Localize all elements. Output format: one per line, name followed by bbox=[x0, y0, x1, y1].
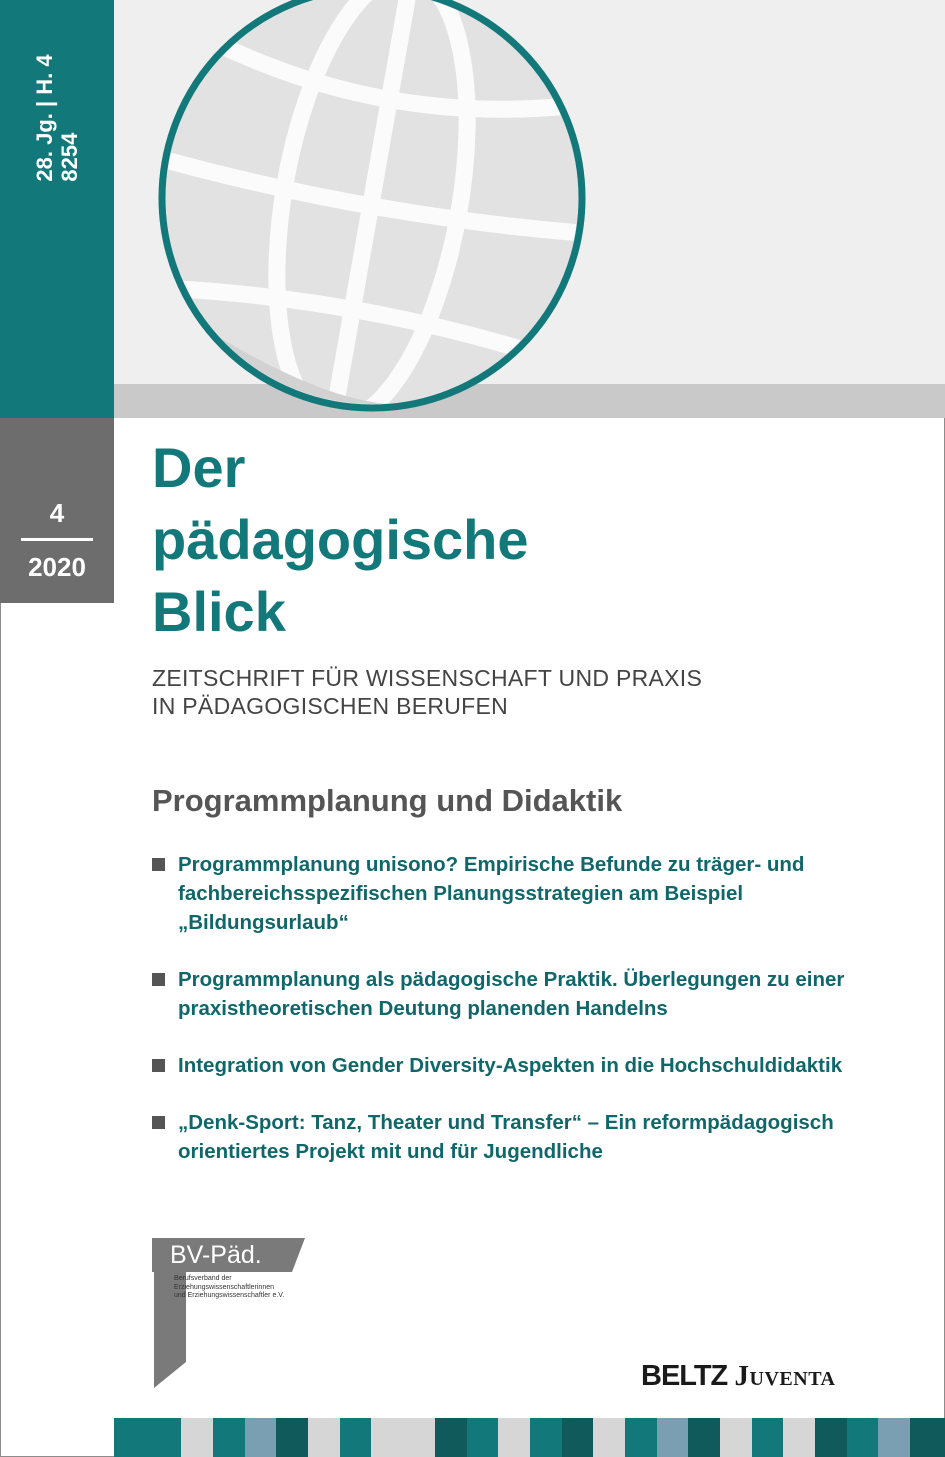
association-name: BV-Päd. bbox=[170, 1241, 262, 1269]
color-strip bbox=[114, 1418, 945, 1457]
article-list bbox=[152, 850, 892, 1166]
strip-block bbox=[657, 1418, 689, 1457]
strip-block bbox=[688, 1418, 720, 1457]
title-line-3: Blick bbox=[152, 580, 286, 643]
strip-block bbox=[435, 1418, 467, 1457]
strip-block bbox=[783, 1418, 815, 1457]
issue-year: 2020 bbox=[28, 552, 86, 582]
strip-block bbox=[625, 1418, 657, 1457]
article-title: Programmplanung unisono? Empirische Befunde zu träger- und fachbereichsspezifischen Planungsstrategien am Beispiel „Bildungsurlaub“ bbox=[178, 853, 805, 934]
square-bullet-icon bbox=[152, 1116, 165, 1129]
square-bullet-icon bbox=[152, 1059, 165, 1072]
article-title: Integration von Gender Diversity-Aspekten in die Hochschuldidaktik bbox=[178, 1054, 843, 1077]
strip-block bbox=[181, 1418, 213, 1457]
strip-block bbox=[371, 1418, 403, 1457]
strip-block bbox=[403, 1418, 435, 1457]
strip-block bbox=[498, 1418, 530, 1457]
strip-block bbox=[213, 1418, 245, 1457]
association-desc-line: Erziehungswissenschaftlerinnen bbox=[174, 1283, 274, 1291]
subtitle-line-1: ZEITSCHRIFT FÜR WISSENSCHAFT UND PRAXIS bbox=[152, 665, 703, 691]
strip-block bbox=[276, 1418, 308, 1457]
globe-icon bbox=[150, 0, 600, 420]
strip-block bbox=[114, 1418, 181, 1457]
association-desc-line: und Erziehungswissenschaftler e.V. bbox=[174, 1292, 285, 1299]
publisher-part-2: Juventa bbox=[734, 1360, 836, 1392]
strip-block bbox=[245, 1418, 277, 1457]
title-line-2: pädagogische bbox=[152, 508, 529, 571]
journal-subtitle bbox=[152, 664, 702, 720]
square-bullet-icon bbox=[152, 973, 165, 986]
issue-box bbox=[0, 418, 114, 603]
issn: 8254 bbox=[57, 132, 82, 182]
issue-divider bbox=[21, 538, 93, 541]
association-description bbox=[174, 1275, 334, 1301]
article-item bbox=[152, 1051, 892, 1080]
strip-block bbox=[593, 1418, 625, 1457]
volume-issue: 28. Jg. | H. 4 bbox=[32, 54, 57, 182]
strip-block bbox=[910, 1418, 945, 1457]
subtitle-line-2: IN PÄDAGOGISCHEN BERUFEN bbox=[152, 693, 509, 719]
spine-panel bbox=[0, 0, 114, 418]
strip-block bbox=[878, 1418, 910, 1457]
strip-block bbox=[752, 1418, 784, 1457]
square-bullet-icon bbox=[152, 858, 165, 871]
strip-block bbox=[815, 1418, 847, 1457]
journal-title bbox=[152, 432, 529, 648]
issue-number: 4 bbox=[49, 498, 65, 528]
strip-block bbox=[720, 1418, 752, 1457]
strip-block bbox=[308, 1418, 340, 1457]
strip-block bbox=[467, 1418, 499, 1457]
issue-theme: Programmplanung und Didaktik bbox=[152, 783, 623, 818]
strip-block bbox=[847, 1418, 879, 1457]
strip-block bbox=[562, 1418, 594, 1457]
association-desc-line: Berufsverband der bbox=[174, 1275, 232, 1282]
strip-block bbox=[530, 1418, 562, 1457]
title-line-1: Der bbox=[152, 436, 246, 499]
spine-text bbox=[32, 54, 82, 181]
publisher-part-1: BELTZ bbox=[641, 1360, 728, 1392]
article-item bbox=[152, 850, 892, 937]
article-item bbox=[152, 965, 892, 1023]
article-item bbox=[152, 1108, 892, 1166]
article-title: Programmplanung als pädagogische Praktik. Überlegungen zu einer praxistheoretischen Deutung planenden Handelns bbox=[178, 968, 845, 1020]
strip-block bbox=[340, 1418, 372, 1457]
publisher-logo bbox=[641, 1360, 836, 1393]
article-title: „Denk-Sport: Tanz, Theater und Transfer“ – Ein reformpädagogisch orientiertes Projekt mit und für Jugendliche bbox=[178, 1111, 834, 1163]
